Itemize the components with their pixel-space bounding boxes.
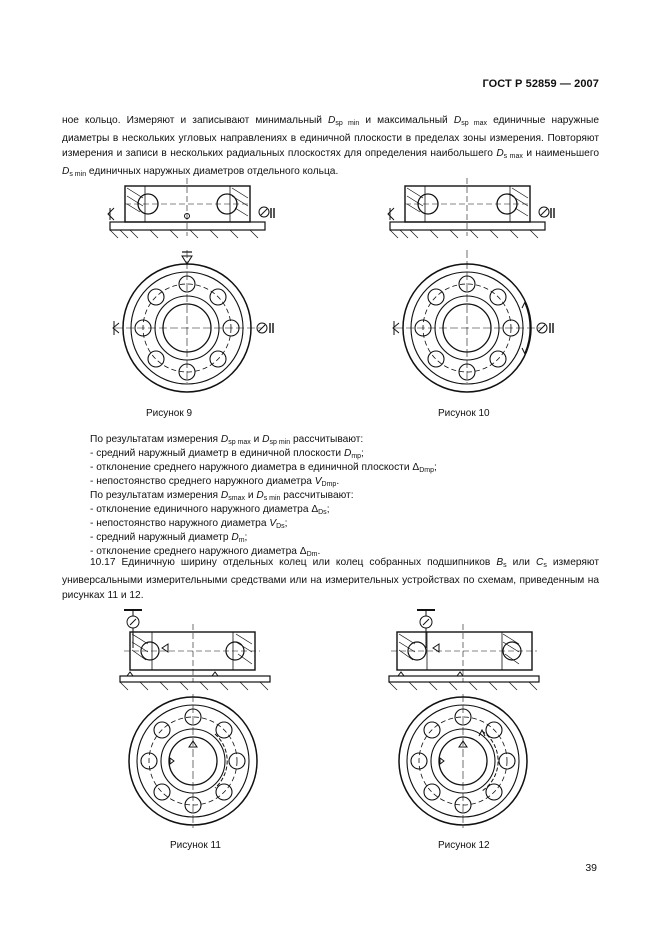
calc1-lead: По результатам измерения $D_{sp max}$ и $D_{sp min}$ рассчитывают:: [90, 434, 364, 446]
calc2-item-3: - средний наружный диаметр $D_m$;: [90, 532, 248, 544]
page-header: ГОСТ Р 52859 — 2007: [482, 78, 599, 90]
calc2-item-2: - непостоянство наружного диаметра $V_{Ds}$;: [90, 518, 288, 530]
caption-figure-9: Рисунок 9: [146, 408, 193, 419]
caption-figure-12: Рисунок 12: [438, 840, 490, 851]
calc1-item-3: - непостоянство среднего наружного диаметра $V_{Dmp}$.: [90, 476, 340, 488]
caption-figure-10: Рисунок 10: [438, 408, 490, 419]
figure-11-drawing: [110, 606, 280, 831]
caption-figure-11: Рисунок 11: [170, 840, 221, 851]
figure-9-drawing: [90, 178, 290, 403]
intro-paragraph: ное кольцо. Измеряют и записывают минимальный $D_{sp min}$ и максимальный $D_{sp max}$ единичные наружные диаметры в нескольких угловых направлениях в единичной плоскости в пределах зоны измерения. Повторяют измерения и записи в нескольких радиальных плоскостях для определения наибольшего $D_{s max}$ и наименьшего $D_{s min}$ единичных наружных диаметров отдельного кольца.: [62, 115, 599, 178]
calc1-item-2: - отклонение среднего наружного диаметра в единичной плоскости $\Delta_{Dmp}$;: [90, 462, 437, 474]
figure-12-drawing: [385, 606, 555, 831]
calc2-item-1: - отклонение единичного наружного диаметра $\Delta_{Ds}$;: [90, 504, 330, 516]
calc2-item-4: - отклонение среднего наружного диаметра $\Delta_{Dm}$.: [90, 546, 321, 558]
page-number: 39: [585, 862, 597, 874]
calc1-item-1: - средний наружный диаметр в единичной плоскости $D_{mp}$;: [90, 448, 364, 460]
paragraph-10-17: 10.17 Единичную ширину отдельных колец или колец собранных подшипников $B_s$ или $C_s$ измеряют универсальными измерительными средствами или на измерительных устройствах по схемам, приведенным на рисунках 11 и 12.: [62, 557, 600, 601]
figure-10-drawing: [370, 178, 570, 403]
calc2-lead: По результатам измерения $D_{smax}$ и $D_{s min}$ рассчитывают:: [90, 490, 354, 502]
